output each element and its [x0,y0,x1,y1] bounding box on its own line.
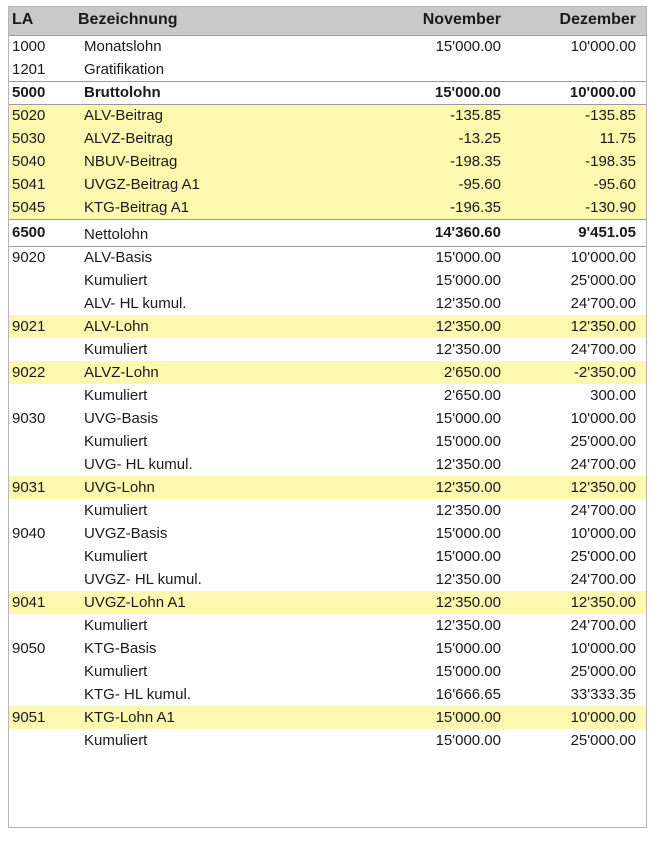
row-november: 15'000.00 [435,548,501,565]
row-la [8,453,74,476]
row-dezember: -95.60 [511,173,646,196]
row-la: 6500 [8,219,74,246]
row-dezember: -2'350.00 [511,361,646,384]
row-bezeichnung: Kumuliert [84,663,148,680]
table-row-highlighted [8,104,646,127]
table-row [8,384,646,407]
row-dezember: -130.90 [511,196,646,219]
row-november: 12'350.00 [435,295,501,312]
row-dezember: 25'000.00 [570,732,636,749]
row-la [8,384,74,407]
row-bezeichnung: Kumuliert [84,272,148,289]
row-dezember: 24'700.00 [570,617,636,634]
table-row [8,269,646,292]
table-row [8,338,646,361]
row-november: 15'000.00 [435,249,501,267]
row-la [8,660,74,683]
row-dezember: 10'000.00 [570,640,636,657]
row-dezember: 12'350.00 [511,476,646,499]
row-bezeichnung: ALVZ-Lohn [74,361,368,384]
row-november: 15'000.00 [435,663,501,680]
row-bezeichnung: ALVZ-Beitrag [74,127,368,150]
row-dezember: 12'350.00 [511,315,646,338]
row-bezeichnung: Kumuliert [84,502,148,519]
row-bezeichnung: NBUV-Beitrag [74,150,368,173]
row-dezember: 12'350.00 [511,591,646,614]
row-november: 12'350.00 [368,591,511,614]
row-dezember: 25'000.00 [570,272,636,289]
row-november: 16'666.65 [435,686,501,703]
row-november: 15'000.00 [435,410,501,427]
row-la: 9022 [8,361,74,384]
header-bezeichnung: Bezeichnung [74,6,368,35]
row-november: -196.35 [368,196,511,219]
table-body [8,35,646,752]
row-dezember: 25'000.00 [570,433,636,450]
row-la [8,269,74,292]
row-dezember: 10'000.00 [511,706,646,729]
row-bezeichnung: UVGZ-Lohn A1 [74,591,368,614]
row-november: 12'350.00 [435,571,501,588]
table-row [8,568,646,591]
row-november: -95.60 [368,173,511,196]
table-row [8,614,646,637]
row-dezember: 24'700.00 [570,502,636,519]
row-la [8,729,74,752]
row-november: 15'000.00 [435,272,501,289]
table-row [8,58,646,81]
row-bezeichnung: Nettolohn [74,219,368,246]
table-row-highlighted [8,361,646,384]
row-dezember: 10'000.00 [511,81,646,104]
row-la [8,568,74,591]
table-row [8,499,646,522]
row-bezeichnung: KTG- HL kumul. [84,686,191,703]
row-bezeichnung: ALV-Basis [84,249,153,267]
row-bezeichnung: ALV-Beitrag [74,104,368,127]
row-november: 15'000.00 [368,706,511,729]
row-la: 9040 [12,525,46,542]
row-la: 9030 [12,410,46,427]
row-november: 15'000.00 [435,640,501,657]
row-dezember: 24'700.00 [570,571,636,588]
row-november: 12'350.00 [368,315,511,338]
row-november: 15'000.00 [368,81,511,104]
table-row [8,522,646,545]
row-bezeichnung: UVGZ-Beitrag A1 [74,173,368,196]
row-november: 14'360.60 [368,219,511,246]
row-november: 12'350.00 [435,456,501,473]
row-la: 5000 [8,81,74,104]
row-la: 5040 [8,150,74,173]
row-la: 5041 [8,173,74,196]
table-row [8,729,646,752]
row-november [368,58,511,81]
row-bezeichnung: KTG-Lohn A1 [74,706,368,729]
row-november: 2'650.00 [443,387,501,404]
row-la: 1000 [12,38,46,56]
row-november: -13.25 [368,127,511,150]
row-november: 15'000.00 [435,433,501,450]
row-november: -198.35 [368,150,511,173]
row-bezeichnung: Kumuliert [84,433,148,450]
row-dezember: 11.75 [511,127,646,150]
table-row [8,453,646,476]
row-la [8,683,74,706]
row-bezeichnung: Kumuliert [84,617,148,634]
row-bezeichnung: Kumuliert [84,341,148,358]
payroll-table [8,6,646,752]
row-dezember: -198.35 [511,150,646,173]
row-bezeichnung: UVG- HL kumul. [84,456,193,473]
row-bezeichnung: Kumuliert [84,732,148,749]
row-dezember: 10'000.00 [570,249,636,267]
row-dezember: 9'451.05 [511,219,646,246]
header-la: LA [8,6,74,35]
row-la [8,292,74,315]
table-row [8,407,646,430]
row-dezember: 33'333.35 [570,686,636,703]
row-november: 12'350.00 [435,617,501,634]
row-bezeichnung: UVGZ- HL kumul. [84,571,202,588]
row-november: 15'000.00 [435,38,501,56]
row-november: 12'350.00 [435,502,501,519]
row-november: 12'350.00 [368,476,511,499]
table-row-highlighted [8,315,646,338]
row-la: 5020 [8,104,74,127]
table-row-highlighted [8,150,646,173]
row-november: 15'000.00 [435,525,501,542]
row-la: 1201 [12,60,46,78]
table-row [8,683,646,706]
row-dezember [511,58,646,81]
row-bezeichnung: ALV- HL kumul. [84,295,187,312]
row-dezember: 10'000.00 [570,410,636,427]
row-la [8,430,74,453]
table-header [8,6,646,35]
row-la: 5030 [8,127,74,150]
row-bezeichnung: UVGZ-Basis [84,525,168,542]
table-row [8,430,646,453]
row-bezeichnung: Bruttolohn [74,81,368,104]
header-dezember: Dezember [511,6,646,35]
table-row [8,545,646,568]
row-bezeichnung: Gratifikation [84,60,165,78]
row-la: 9031 [8,476,74,499]
row-bezeichnung: KTG-Beitrag A1 [74,196,368,219]
row-dezember: 24'700.00 [570,341,636,358]
row-bezeichnung: UVG-Basis [84,410,159,427]
header-november: November [368,6,511,35]
table-row [8,292,646,315]
row-dezember: 25'000.00 [570,548,636,565]
table-row [8,246,646,269]
row-la: 9051 [8,706,74,729]
row-dezember: -135.85 [511,104,646,127]
row-la: 9041 [8,591,74,614]
row-la: 5045 [8,196,74,219]
row-dezember: 24'700.00 [570,456,636,473]
row-la [8,614,74,637]
row-november: 12'350.00 [435,341,501,358]
row-la [8,499,74,522]
row-bezeichnung: Monatslohn [84,38,162,56]
table-row-highlighted [8,591,646,614]
row-november: 15'000.00 [435,732,501,749]
table-row-highlighted [8,476,646,499]
row-bezeichnung: UVG-Lohn [74,476,368,499]
table-row [8,35,646,58]
row-la: 9020 [12,249,46,267]
row-november: -135.85 [368,104,511,127]
table-row-highlighted [8,173,646,196]
row-dezember: 300.00 [590,387,636,404]
header-row [8,6,646,35]
row-dezember: 24'700.00 [570,295,636,312]
row-dezember: 10'000.00 [570,38,636,56]
table-row [8,660,646,683]
row-bezeichnung: Kumuliert [84,548,148,565]
row-november: 2'650.00 [368,361,511,384]
row-bezeichnung: KTG-Basis [84,640,157,657]
row-dezember: 10'000.00 [570,525,636,542]
table-row-highlighted [8,196,646,219]
row-dezember: 25'000.00 [570,663,636,680]
row-la [8,545,74,568]
table-row-net [8,219,646,246]
row-la: 9021 [8,315,74,338]
table-row [8,637,646,660]
row-bezeichnung: Kumuliert [84,387,148,404]
table-row-total [8,81,646,104]
row-bezeichnung: ALV-Lohn [74,315,368,338]
row-la: 9050 [12,640,46,657]
row-la [8,338,74,361]
table-row-highlighted [8,706,646,729]
table-row-highlighted [8,127,646,150]
